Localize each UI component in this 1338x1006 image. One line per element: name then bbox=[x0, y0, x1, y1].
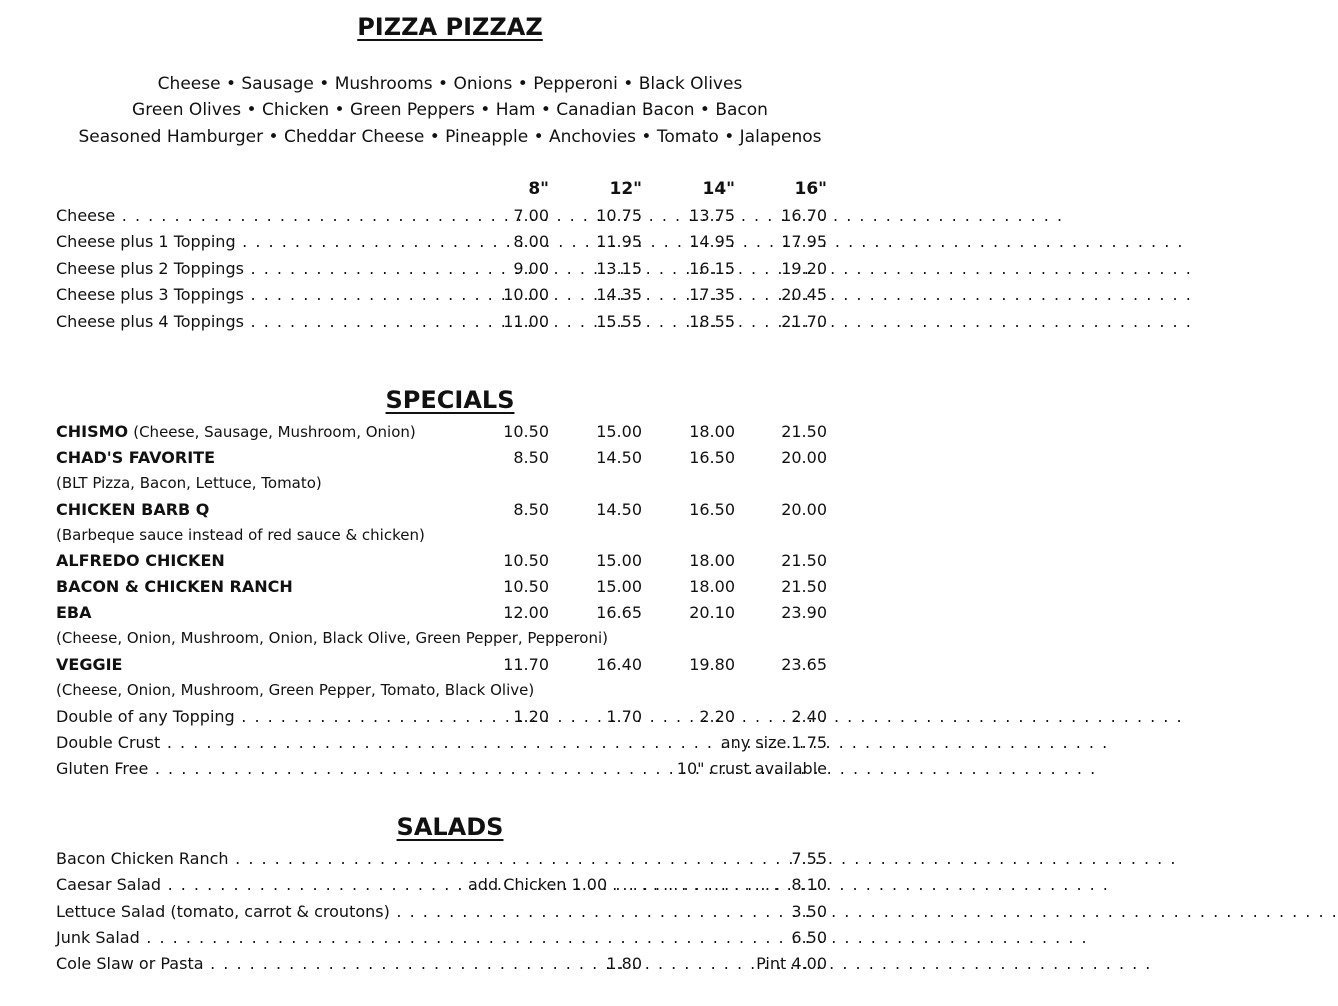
salad-addon-text: add Chicken 1.00 bbox=[468, 875, 608, 894]
special-item bbox=[0, 655, 900, 681]
special-item bbox=[0, 500, 900, 526]
special-item bbox=[0, 603, 900, 629]
price-14: 17.35 bbox=[689, 285, 735, 304]
salad-label: Bacon Chicken Ranch . . . bbox=[56, 849, 736, 868]
special-item bbox=[0, 577, 900, 603]
special-name-text: CHISMO bbox=[56, 422, 129, 441]
price-12: 15.55 bbox=[596, 312, 642, 331]
price-16: 20.00 bbox=[781, 448, 827, 467]
price-12: 10.75 bbox=[596, 206, 642, 225]
pizza-price-row bbox=[0, 206, 900, 232]
double-topping-label: Double of any Topping . . . bbox=[56, 707, 456, 726]
price-8: 10.50 bbox=[503, 422, 549, 441]
salad-row bbox=[0, 875, 900, 901]
price-16: 21.50 bbox=[781, 551, 827, 570]
price-14: 16.50 bbox=[689, 448, 735, 467]
salad-small-price: 1.80 bbox=[606, 954, 642, 973]
price-14: 18.00 bbox=[689, 422, 735, 441]
price-12: 13.15 bbox=[596, 259, 642, 278]
toppings-line-1: Cheese • Sausage • Mushrooms • Onions • Pepperoni • Black Olives bbox=[157, 74, 743, 94]
size-8-header: 8" bbox=[528, 179, 549, 199]
special-name: ALFREDO CHICKEN bbox=[56, 551, 225, 570]
price-8: 8.50 bbox=[513, 448, 549, 467]
price-14: 18.55 bbox=[689, 312, 735, 331]
toppings-line-3: Seasoned Hamburger • Cheddar Cheese • Pineapple • Anchovies • Tomato • Jalapenos bbox=[78, 127, 822, 147]
price-14: 16.15 bbox=[689, 259, 735, 278]
pizza-row-label: Cheese plus 2 Toppings . . . bbox=[56, 259, 464, 278]
salad-addon-dots: . . . . . . . . . . . . . . . . . bbox=[607, 875, 781, 894]
pizza-price-row bbox=[0, 312, 900, 338]
gluten-free-row bbox=[0, 759, 900, 785]
price-12: 15.00 bbox=[596, 422, 642, 441]
salad-row bbox=[0, 849, 900, 875]
price-8: 12.00 bbox=[503, 603, 549, 622]
pizza-price-row bbox=[0, 259, 900, 285]
pizza-row-label: Cheese . . . bbox=[56, 206, 464, 225]
pizza-row-label: Cheese plus 3 Toppings . . . bbox=[56, 285, 464, 304]
special-item bbox=[0, 422, 900, 448]
special-name: CHICKEN BARB Q bbox=[56, 500, 210, 519]
salad-row bbox=[0, 928, 900, 954]
specials-section-title: SPECIALS bbox=[385, 386, 515, 414]
special-name: BACON & CHICKEN RANCH bbox=[56, 577, 293, 596]
salads-section-title: SALADS bbox=[396, 813, 504, 841]
salad-price: 3.50 bbox=[791, 902, 827, 921]
salad-label: Lettuce Salad (tomato, carrot & croutons) . . . bbox=[56, 902, 746, 921]
pizza-section-title: PIZZA PIZZAZ bbox=[357, 13, 543, 41]
special-description: (Cheese, Onion, Mushroom, Green Pepper, Tomato, Black Olive) bbox=[56, 681, 535, 699]
size-header-row bbox=[0, 179, 900, 205]
special-desc-row bbox=[0, 629, 900, 655]
price-12: 14.50 bbox=[596, 500, 642, 519]
price-14: 20.10 bbox=[689, 603, 735, 622]
salad-price: 7.55 bbox=[791, 849, 827, 868]
price-14: 2.20 bbox=[699, 707, 735, 726]
price-12: 16.40 bbox=[596, 655, 642, 674]
special-desc-row bbox=[0, 474, 900, 500]
price-8: 7.00 bbox=[513, 206, 549, 225]
price-14: 14.95 bbox=[689, 232, 735, 251]
salad-price: 8.10 bbox=[791, 875, 827, 894]
special-desc-row bbox=[0, 526, 900, 552]
price-14: 16.50 bbox=[689, 500, 735, 519]
pizza-row-label: Cheese plus 1 Topping . . . bbox=[56, 232, 456, 251]
price-8: 11.00 bbox=[503, 312, 549, 331]
special-inline-desc: (Cheese, Sausage, Mushroom, Onion) bbox=[133, 423, 416, 441]
salad-label: Caesar Salad . . . bbox=[56, 875, 456, 894]
price-14: 19.80 bbox=[689, 655, 735, 674]
special-name bbox=[56, 422, 416, 441]
price-16: 23.90 bbox=[781, 603, 827, 622]
size-16-header: 16" bbox=[794, 179, 827, 199]
price-16: 21.50 bbox=[781, 577, 827, 596]
double-topping-row bbox=[0, 707, 900, 733]
price-16: 21.70 bbox=[781, 312, 827, 331]
salad-row bbox=[0, 902, 900, 928]
gluten-free-note: 10" crust available bbox=[676, 759, 827, 778]
price-12: 16.65 bbox=[596, 603, 642, 622]
special-description: (BLT Pizza, Bacon, Lettuce, Tomato) bbox=[56, 474, 322, 492]
price-12: 11.95 bbox=[596, 232, 642, 251]
special-name: CHAD'S FAVORITE bbox=[56, 448, 215, 467]
salad-row bbox=[0, 954, 900, 980]
double-crust-price: any size 1.75 bbox=[720, 733, 827, 752]
pizza-price-row bbox=[0, 232, 900, 258]
gluten-free-label: Gluten Free . . . bbox=[56, 759, 626, 778]
price-16: 2.40 bbox=[791, 707, 827, 726]
price-12: 14.35 bbox=[596, 285, 642, 304]
special-item bbox=[0, 448, 900, 474]
size-12-header: 12" bbox=[609, 179, 642, 199]
salad-price: Pint 4.00 bbox=[756, 954, 827, 973]
special-item bbox=[0, 551, 900, 577]
special-desc-row bbox=[0, 681, 900, 707]
toppings-line-2: Green Olives • Chicken • Green Peppers • Ham • Canadian Bacon • Bacon bbox=[132, 100, 768, 120]
price-14: 18.00 bbox=[689, 577, 735, 596]
price-8: 8.50 bbox=[513, 500, 549, 519]
special-description: (Barbeque sauce instead of red sauce & chicken) bbox=[56, 526, 425, 544]
price-8: 11.70 bbox=[503, 655, 549, 674]
price-16: 20.45 bbox=[781, 285, 827, 304]
price-8: 1.20 bbox=[513, 707, 549, 726]
double-crust-row bbox=[0, 733, 900, 759]
price-16: 17.95 bbox=[781, 232, 827, 251]
price-8: 8.00 bbox=[513, 232, 549, 251]
price-12: 1.70 bbox=[606, 707, 642, 726]
special-description: (Cheese, Onion, Mushroom, Onion, Black Olive, Green Pepper, Pepperoni) bbox=[56, 629, 608, 647]
size-14-header: 14" bbox=[702, 179, 735, 199]
price-8: 9.00 bbox=[513, 259, 549, 278]
pizza-price-row bbox=[0, 285, 900, 311]
pizza-row-label: Cheese plus 4 Toppings . . . bbox=[56, 312, 464, 331]
salad-label: Junk Salad . . . bbox=[56, 928, 656, 947]
price-8: 10.50 bbox=[503, 551, 549, 570]
special-name: VEGGIE bbox=[56, 655, 123, 674]
price-16: 20.00 bbox=[781, 500, 827, 519]
price-12: 15.00 bbox=[596, 577, 642, 596]
double-crust-label: Double Crust . . . bbox=[56, 733, 666, 752]
price-14: 13.75 bbox=[689, 206, 735, 225]
salad-addon bbox=[468, 875, 781, 894]
price-12: 14.50 bbox=[596, 448, 642, 467]
price-8: 10.50 bbox=[503, 577, 549, 596]
special-name: EBA bbox=[56, 603, 92, 622]
price-12: 15.00 bbox=[596, 551, 642, 570]
salad-label: Cole Slaw or Pasta . . . bbox=[56, 954, 556, 973]
price-16: 23.65 bbox=[781, 655, 827, 674]
price-8: 10.00 bbox=[503, 285, 549, 304]
price-14: 18.00 bbox=[689, 551, 735, 570]
salad-price: 6.50 bbox=[791, 928, 827, 947]
price-16: 19.20 bbox=[781, 259, 827, 278]
price-16: 21.50 bbox=[781, 422, 827, 441]
price-16: 16.70 bbox=[781, 206, 827, 225]
